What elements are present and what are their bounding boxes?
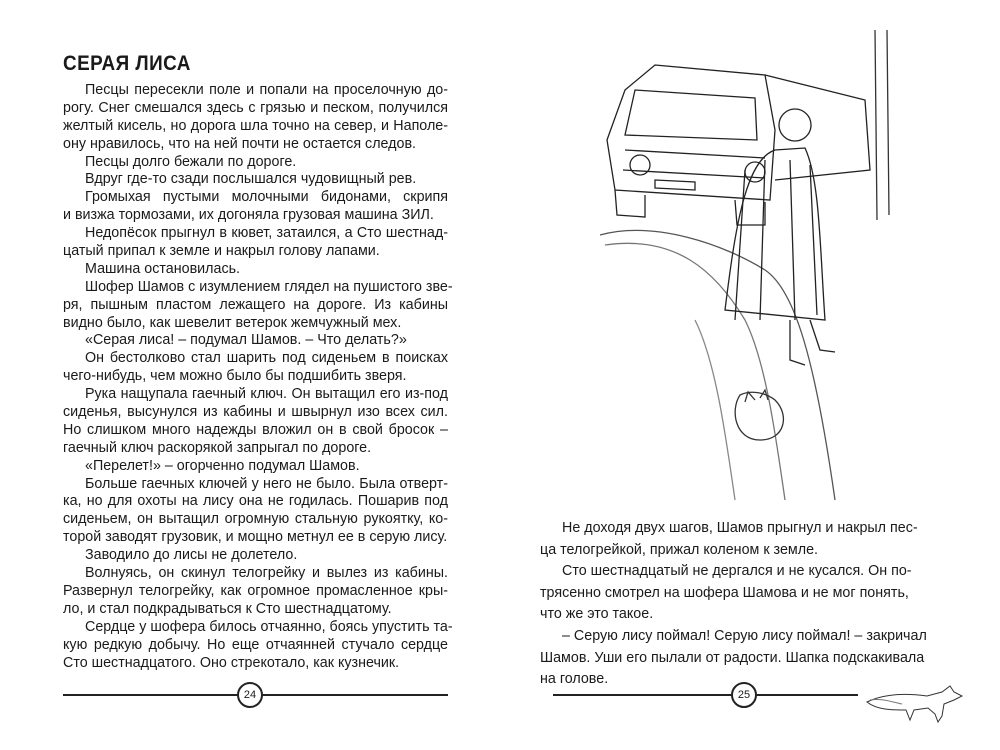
- text-line: ря, пышным пластом лежащего на дороге. Из кабины: [63, 296, 448, 313]
- text-line: на голове.: [540, 671, 609, 688]
- text-line: сиденьем, он вытащил огромную стальную рукоятку, ко-: [63, 511, 448, 528]
- text-line: Громыхая пустыми молочными бидонами, скрипя: [85, 189, 448, 206]
- text-line: Машина остановилась.: [85, 260, 241, 277]
- text-line: видно было, как шевелит ветерок жемчужный мех.: [63, 314, 402, 331]
- text-line: ону нравилось, что на ней почти не остается следов.: [63, 135, 417, 152]
- truck: [607, 65, 870, 225]
- text-line: трясенно смотрел на шофера Шамова и не мог понять,: [540, 584, 909, 601]
- text-line: Сто шестнадцатый не дергался и не кусался. Он по-: [562, 563, 912, 580]
- text-line: Развернул телогрейку, как огромное промасленное кры-: [63, 582, 448, 599]
- text-line: Не доходя двух шагов, Шамов прыгнул и накрыл пес-: [562, 520, 918, 536]
- text-line: Недопёсок прыгнул в кювет, затаился, а Сто шестнад-: [85, 225, 448, 242]
- text-line: торой заводят грузовик, и мощно метнул ее в серую лису.: [63, 529, 448, 546]
- text-line: Шамов. Уши его пылали от радости. Шапка подскакивала: [540, 649, 925, 666]
- text-line: цатый припал к земле и накрыл голову лапами.: [63, 243, 380, 260]
- truck-illustration: [595, 30, 915, 510]
- page-number-left: 24: [237, 682, 263, 708]
- text-line: и визжа тормозами, их догоняла грузовая машина ЗИЛ.: [63, 207, 434, 224]
- text-line: кую редкую добычу. Но еще отчаянней стучало сердце: [63, 636, 448, 653]
- text-line: желтый кисель, но дорога шла точно на север, и Наполе-: [63, 117, 448, 134]
- text-line: что же это такое.: [540, 606, 654, 623]
- text-line: сиденья, высунулся из кабины и швырнул изо всех сил.: [63, 404, 448, 421]
- text-line: Вдруг где-то сзади послышался чудовищный рев.: [85, 171, 417, 188]
- text-line: Волнуясь, он скинул телогрейку и вылез из кабины.: [85, 565, 448, 582]
- text-line: Сердце у шофера билось отчаянно, боясь упустить та-: [85, 618, 453, 635]
- text-line: Песцы пересекли поле и попали на проселочную до-: [85, 82, 448, 98]
- text-line: «Серая лиса! – подумал Шамов. – Что делать?»: [85, 332, 407, 349]
- text-line: Он бестолково стал шарить под сиденьем в поисках: [85, 350, 448, 367]
- man-with-jacket: [725, 109, 835, 365]
- fox-vignette-icon: [862, 680, 972, 730]
- right-footer-rule: [553, 694, 858, 696]
- text-line: чего-нибудь, чем можно было бы подшибить зверя.: [63, 368, 407, 385]
- text-line: Песцы долго бежали по дороге.: [85, 153, 297, 170]
- text-line: Больше гаечных ключей у него не было. Была отверт-: [85, 475, 448, 492]
- text-line: ца телогрейкой, прижал коленом к земле.: [540, 541, 819, 558]
- right-page-text: [540, 518, 927, 691]
- fox-on-road: [735, 390, 783, 440]
- text-line: гаечный ключ раскорякой запрыгал по дороге.: [63, 439, 372, 456]
- chapter-title: СЕРАЯ ЛИСА: [63, 52, 191, 75]
- text-line: Заводило до лисы не долетело.: [85, 547, 298, 564]
- text-line: – Серую лису поймал! Серую лису поймал! – закричал: [562, 627, 927, 644]
- text-line: Сто шестнадцатого. Оно стрекотало, как кузнечик.: [63, 654, 400, 671]
- text-line: Рука нащупала гаечный ключ. Он вытащил его из-под: [85, 386, 448, 403]
- text-line: ло, и стал подкрадываться к Сто шестнадцатому.: [63, 600, 392, 617]
- text-line: ка, но для охоты на лису она не годилась. Пошарив под: [63, 493, 448, 510]
- left-page-text: [63, 82, 453, 672]
- text-line: Но слишком много надежды вложил он в свой бросок –: [63, 421, 448, 438]
- text-line: рогу. Снег смешался здесь с грязью и песком, получился: [63, 99, 448, 116]
- text-line: Шофер Шамов с изумлением глядел на пушистого зве-: [85, 278, 453, 295]
- page-number-right: 25: [731, 682, 757, 708]
- text-line: «Перелет!» – огорченно подумал Шамов.: [85, 457, 360, 474]
